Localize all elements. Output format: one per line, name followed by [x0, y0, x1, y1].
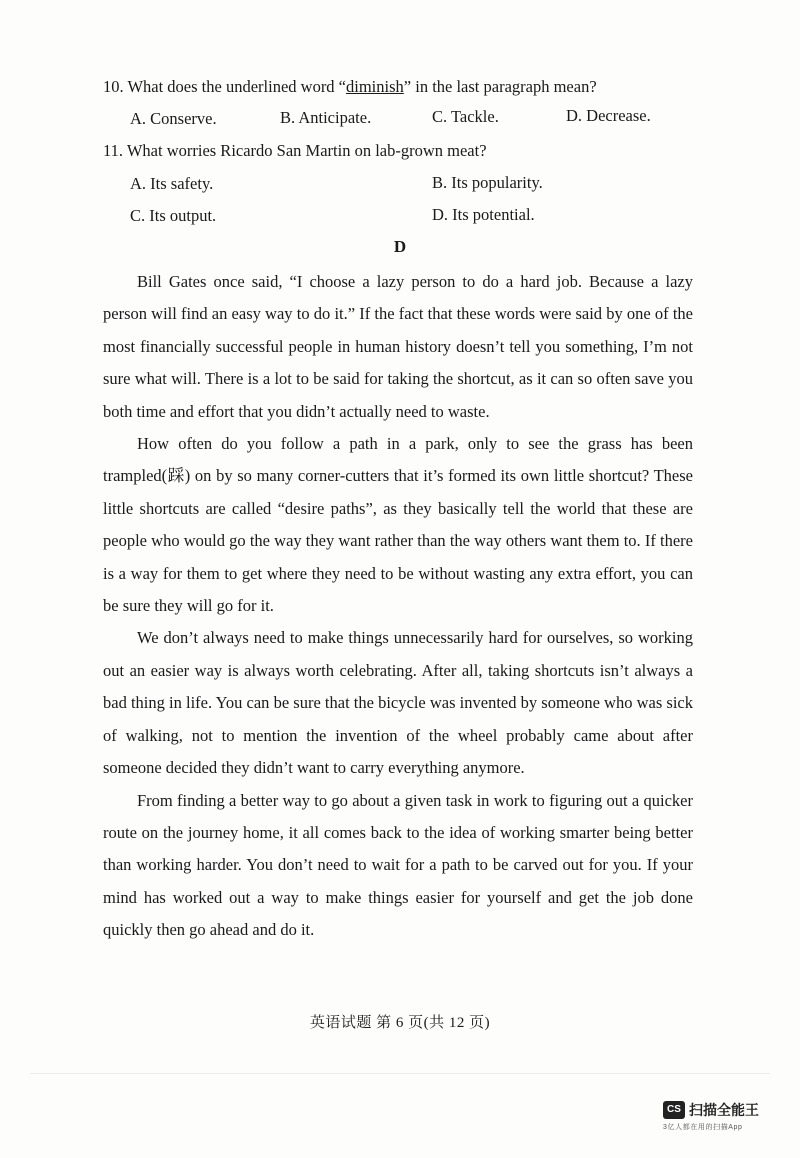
reading-passage	[103, 266, 693, 947]
question-number: 11.	[103, 141, 124, 160]
passage-paragraph: Bill Gates once said, “I choose a lazy person to do a hard job. Because a lazy person will find an easy way to do it.” If the fact that these words were said by one of the most financially successful people in human history doesn’t tell you something, I’m not sure what will. There is a lot to be said for taking the shortcut, as it can so often save you both time and effort that you didn’t actually need to waste.	[103, 272, 693, 421]
page-footer: 英语试题 第 6 页(共 12 页)	[309, 1015, 491, 1031]
scanner-watermark	[663, 1101, 773, 1137]
question-number: 10.	[103, 77, 124, 96]
footer-divider	[30, 1073, 770, 1074]
option-c: C. Tackle.	[432, 107, 499, 126]
passage-paragraph: From finding a better way to go about a given task in work to figuring out a quicker route on the journey home, it all comes back to the idea of working smarter being better than working harder. You don’t need to wait for a path to be carved out for you. If your mind has worked out a way to make things easier for yourself and get the job done quickly then go ahead and do it.	[103, 790, 693, 940]
question-stem: What worries Ricardo San Martin on lab-grown meat?	[126, 141, 487, 160]
passage-paragraph: How often do you follow a path in a park, only to see the grass has been trampled(踩) on by so many corner-cutters that it’s formed its own little shortcut? These little shortcuts are called “desire paths”, as they basically tell the world that these are people who would go the way they want rather than the way others want them to. If there is a way for them to get where they need to be without wasting any extra effort, you can be sure they will go for it.	[103, 434, 693, 616]
watermark-title: 扫描全能王	[689, 1102, 759, 1118]
option-a: A. Its safety.	[130, 174, 214, 193]
option-d: D. Decrease.	[566, 106, 651, 125]
option-d: D. Its potential.	[432, 205, 535, 224]
watermark-subtitle: 3亿人都在用的扫描App	[663, 1124, 743, 1131]
section-heading: D	[393, 237, 407, 256]
camscanner-logo-icon: CS	[663, 1101, 685, 1119]
option-b: B. Anticipate.	[280, 108, 372, 127]
question-10	[103, 76, 597, 98]
question-stem-start: What does the underlined word “	[127, 77, 347, 96]
question-stem-end: ” in the last paragraph mean?	[403, 77, 597, 96]
passage-paragraph: We don’t always need to make things unnecessarily hard for ourselves, so working out an easier way is always worth celebrating. After all, taking shortcuts isn’t always a bad thing in life. You can be sure that the bicycle was invented by someone who was sick of walking, not to mention the invention of the wheel probably came about after someone decided they didn’t want to carry everything anymore.	[103, 628, 693, 778]
question-11	[103, 140, 487, 162]
option-c: C. Its output.	[130, 206, 217, 225]
option-a: A. Conserve.	[130, 109, 217, 128]
underlined-word: diminish	[346, 77, 404, 96]
option-b: B. Its popularity.	[432, 173, 543, 192]
